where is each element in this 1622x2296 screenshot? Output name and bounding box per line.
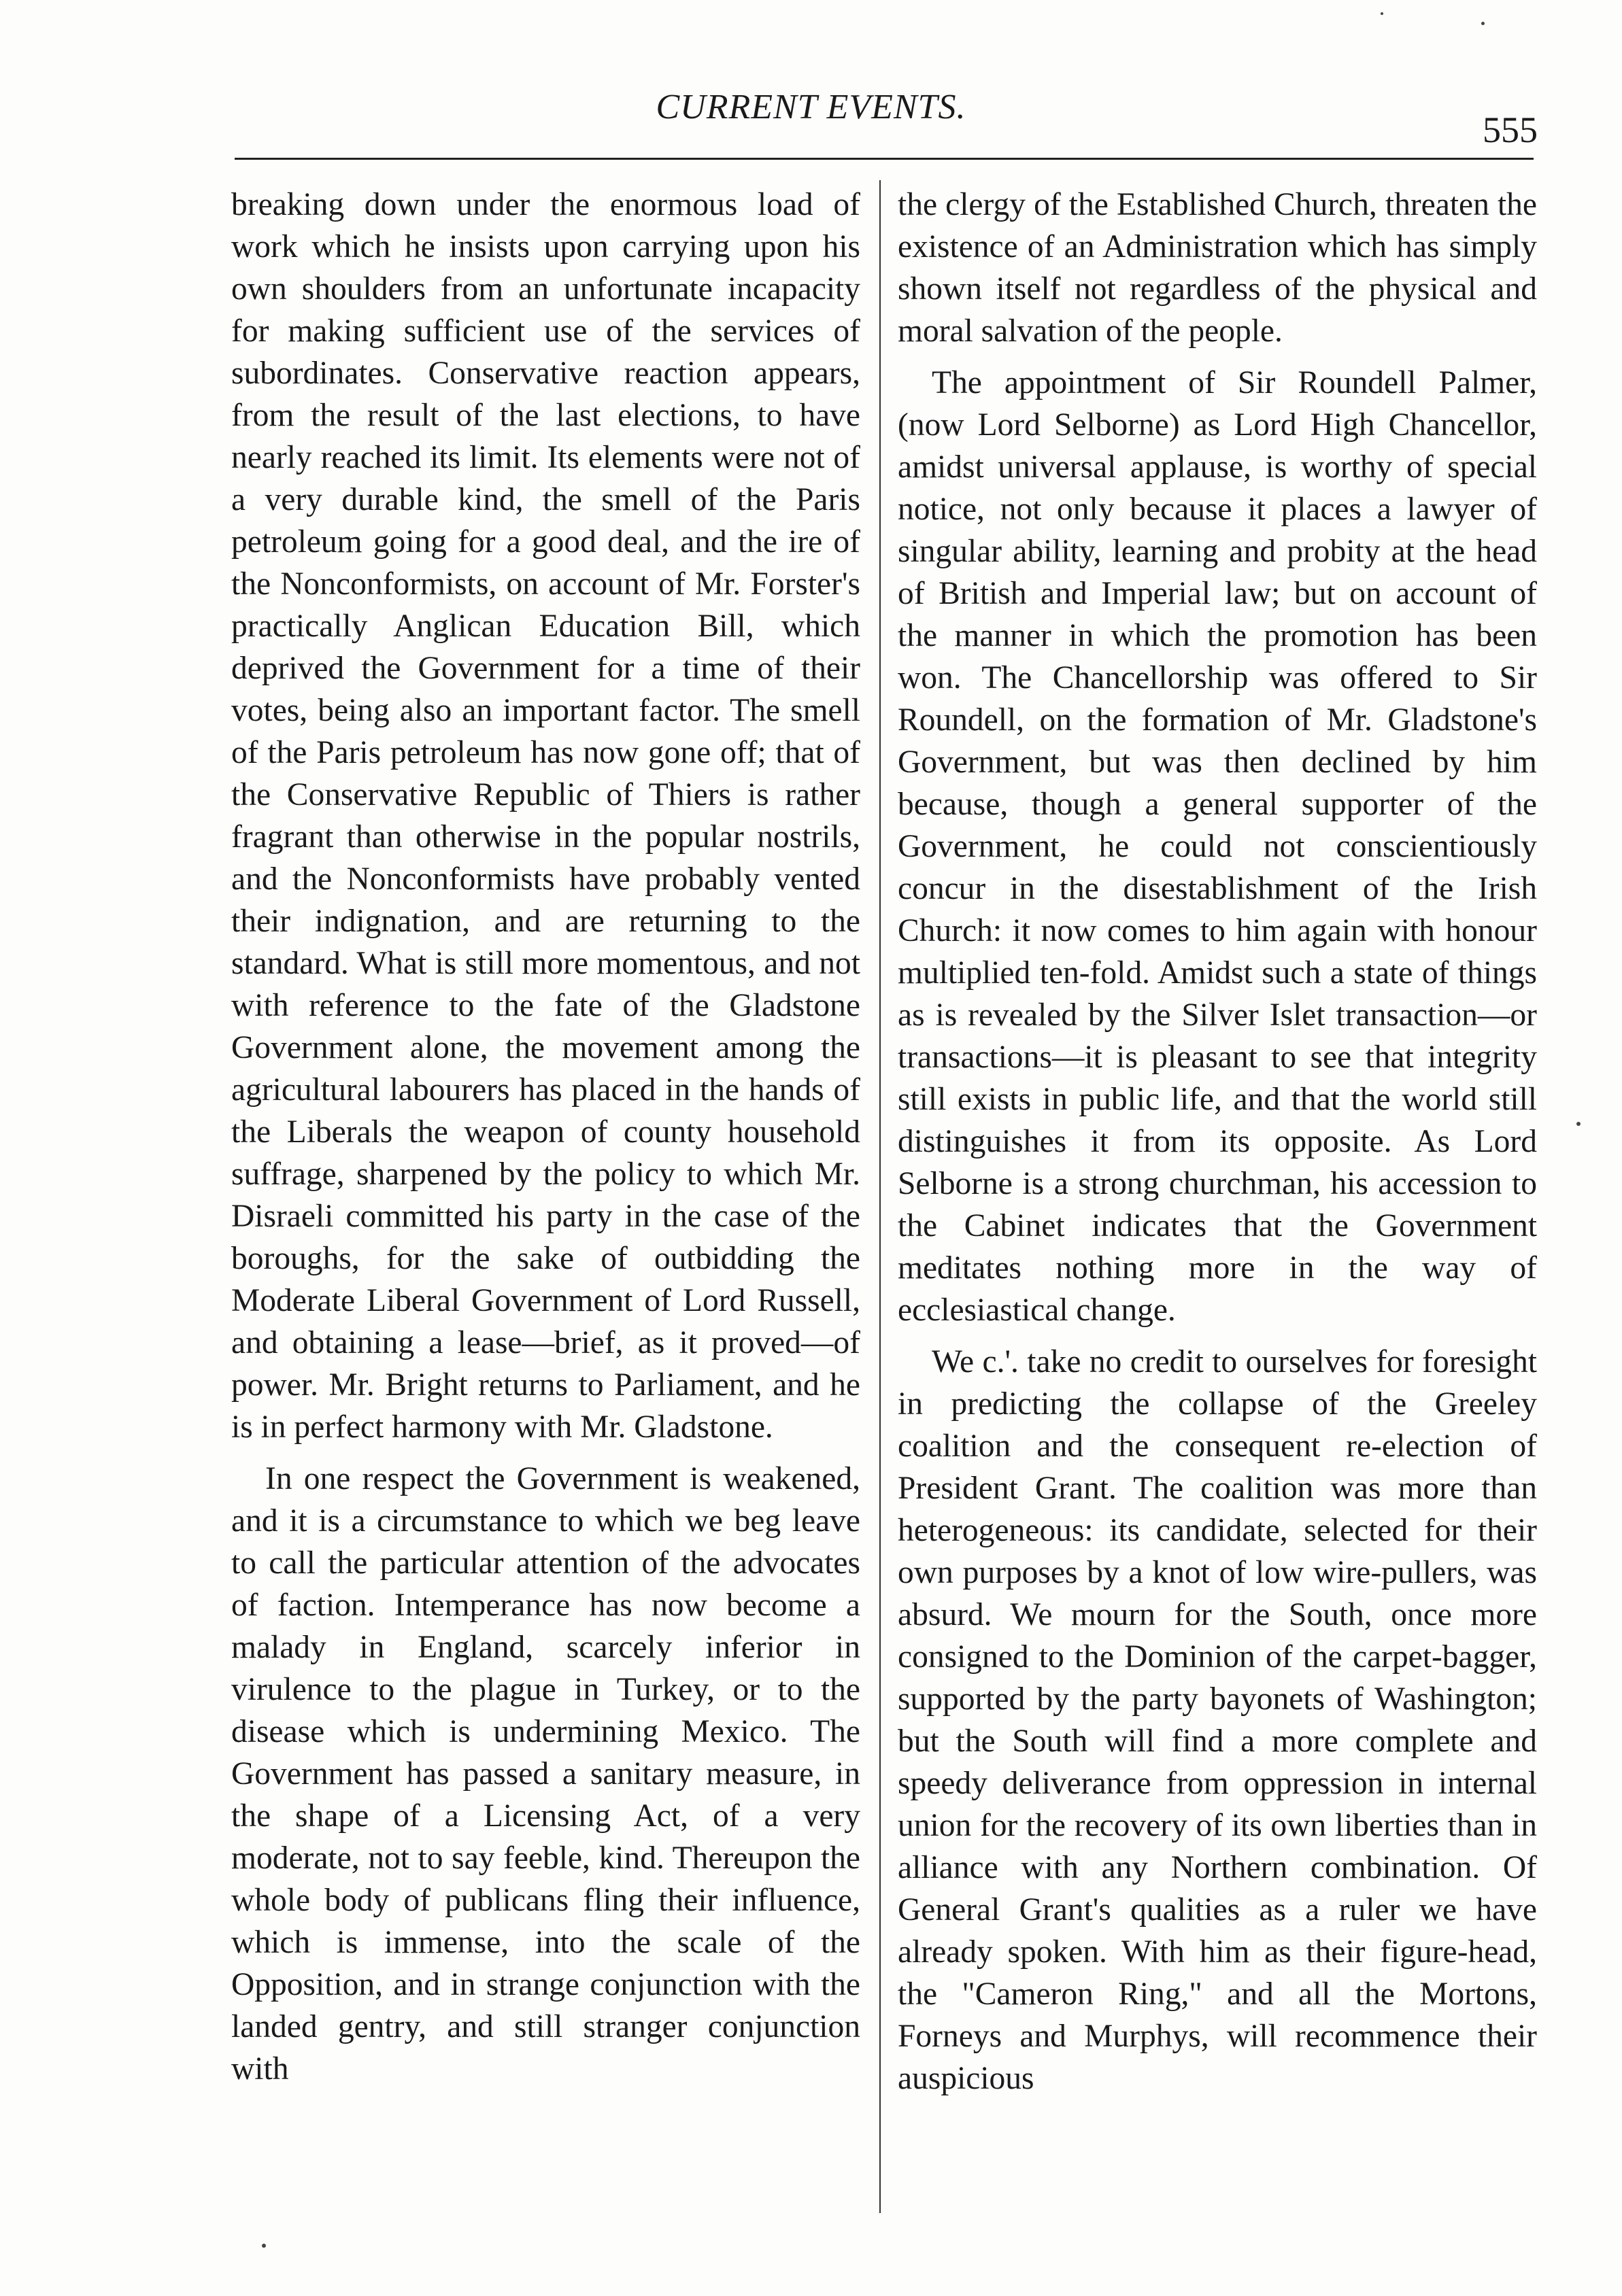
- paragraph: The appointment of Sir Roundell Palmer, (now Lord Selborne) as Lord High Chancellor, amidst universal applause, is worthy of special notice, not only because it places a lawyer of singular ability, learning and probity at the head of British and Imperial law; but on account of the manner in which the promotion has been won. The Chancellorship was offered to Sir Roundell, on the formation of Mr. Gladstone's Government, but was then declined by him because, though a general supporter of the Government, he could not conscientiously concur in the disestablishment of the Irish Church: it now comes to him again with honour multiplied ten-fold. Amidst such a state of things as is revealed by the Silver Islet transaction—or transactions—it is pleasant to see that integrity still exists in public life, and that the world still distinguishes it from its opposite. As Lord Selborne is a strong churchman, his accession to the Cabinet indicates that the Government meditates nothing more in the way of ecclesiastical change.: [898, 365, 1537, 1328]
- column-divider: [879, 180, 881, 2213]
- speck: [1481, 22, 1485, 25]
- paragraph: In one respect the Government is weakened, and it is a circumstance to which we beg leave to call the particular attention of the advocates of faction. Intemperance has now become a malady in England, scarcely inferior in virulence to the plague in Turkey, or to the disease which is undermining Mexico. The Government has passed a sanitary measure, in the shape of a Licensing Act, of a very moderate, not to say feeble, kind. Thereupon the whole body of publicans fling their influence, which is immense, into the scale of the Opposition, and in strange conjunction with the landed gentry, and still stranger conjunction with: [231, 1461, 860, 2087]
- left-column: [231, 184, 860, 2090]
- paragraph: breaking down under the enormous load of work which he insists upon carrying upon his own shoulders from an unfortunate incapacity for making sufficient use of the services of subordinates. Conservative reaction appears, from the result of the last elections, to have nearly reached its limit. Its elements were not of a very durable kind, the smell of the Paris petroleum going for a good deal, and the ire of the Nonconformists, on account of Mr. Forster's practically Anglican Education Bill, which deprived the Government for a time of their votes, being also an important factor. The smell of the Paris petroleum has now gone off; that of the Conservative Republic of Thiers is rather fragrant than otherwise in the popular nostrils, and the Nonconformists have probably vented their indignation, and are returning to the standard. What is still more momentous, and not with reference to the fate of the Gladstone Government alone, the movement among the agricultural labourers has placed in the hands of the Liberals the weapon of county household suffrage, sharpened by the policy to which Mr. Disraeli committed his party in the case of the boroughs, for the sake of outbidding the Moderate Liberal Government of Lord Russell, and obtaining a lease—brief, as it proved—of power. Mr. Bright returns to Parliament, and he is in perfect harmony with Mr. Gladstone.: [231, 187, 860, 1445]
- paragraph: We c.'. take no credit to ourselves for foresight in predicting the collapse of the Greeley coalition and the consequent re-election of President Grant. The coalition was more than heterogeneous: its candidate, selected for their own purposes by a knot of low wire-pullers, was absurd. We mourn for the South, once more consigned to the Dominion of the carpet-bagger, supported by the party bayonets of Washington; but the South will find a more complete and speedy deliverance from oppression in internal union for the recovery of its own liberties than in alliance with any Northern combination. Of General Grant's qualities as a ruler we have already spoken. With him as their figure-head, the "Cameron Ring," and all the Mortons, Forneys and Murphys, will recommence their auspicious: [898, 1344, 1537, 2096]
- paragraph: the clergy of the Established Church, threaten the existence of an Administration which has simply shown itself not regardless of the physical and moral salvation of the people.: [898, 187, 1537, 349]
- speck: [262, 2244, 266, 2248]
- running-title: CURRENT EVENTS.: [656, 88, 966, 126]
- speck: [1576, 1122, 1581, 1126]
- speck: [1381, 12, 1383, 15]
- header-rule: [235, 158, 1534, 160]
- right-column: [898, 184, 1537, 2100]
- page-number: 555: [1483, 109, 1538, 150]
